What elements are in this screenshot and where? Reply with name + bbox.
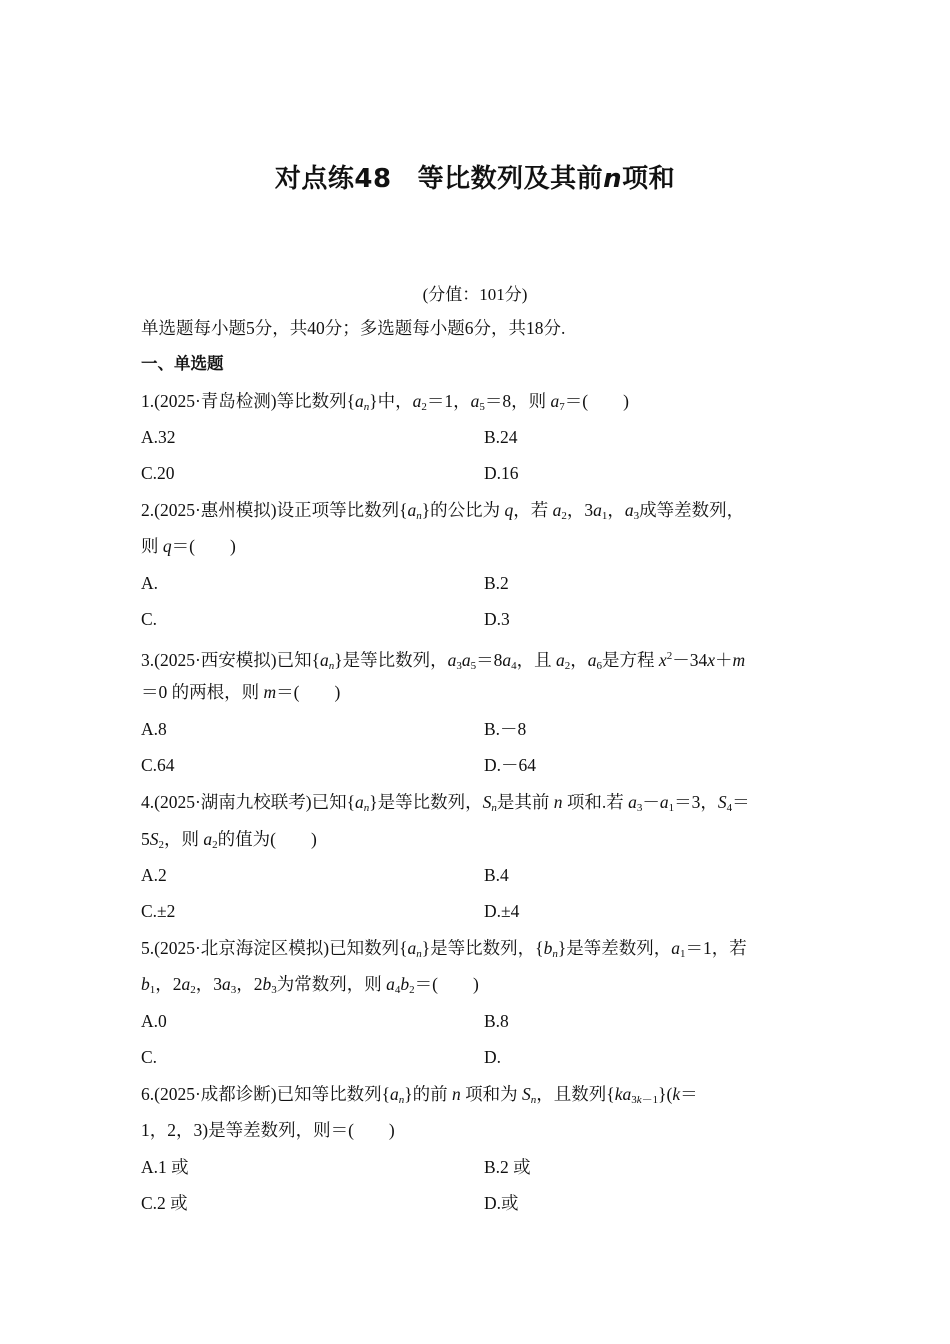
q2-option-a: A. — [141, 573, 159, 593]
question-4-line-2: $5S_2$，则 $a_2$的值为( ) — [141, 829, 317, 851]
q6-option-a: A.1 或 — [141, 1157, 189, 1177]
q3-option-b: B.－8 — [484, 719, 527, 739]
q5-option-b: B.8 — [484, 1011, 509, 1031]
q1-option-d: D.16 — [484, 463, 519, 483]
question-4: 4.(2025·湖南九校联考)已知$\{a_n\}$是等比数列，$S_n$是其前 n 项和.若 $a_3-a_1=3$，$S_4=$ — [141, 792, 750, 814]
title-text: 等比数列及其前 — [417, 164, 604, 194]
scoring-rules: 单选题每小题5分，共40分；多选题每小题6分，共18分. — [141, 318, 566, 338]
question-5-line-2: $b_1$，$2a_2$，$3a_3$，$2b_3$为常数列，则 $a_4b_2=$( ) — [141, 974, 479, 996]
question-2-line-2: 则 q＝( ) — [141, 536, 236, 556]
title-tail: 项和 — [622, 164, 676, 194]
q4-option-a: A.2 — [141, 865, 167, 885]
q6-option-d: D.或 — [484, 1193, 519, 1213]
q6-option-c: C.2 或 — [141, 1193, 188, 1213]
question-2: 2.(2025·惠州模拟)设正项等比数列$\{a_n\}$的公比为 q，若 $a_2$，$3a_1$，$a_3$成等差数列， — [141, 500, 745, 522]
q1-option-c: C.20 — [141, 463, 175, 483]
q2-option-d: D.3 — [484, 609, 510, 629]
q3-option-a: A.8 — [141, 719, 167, 739]
question-5: 5.(2025·北京海淀区模拟)已知数列$\{a_n\}$是等比数列，$\{b_n\}$是等差数列，$a_1=1$，若 — [141, 938, 747, 960]
q5-option-c: C. — [141, 1047, 158, 1067]
title-number: 对点练48 — [274, 164, 392, 194]
q4-option-b: B.4 — [484, 865, 509, 885]
q3-option-d: D.－64 — [484, 755, 537, 775]
q4-option-c: C.±2 — [141, 901, 176, 921]
question-3: 3.(2025·西安模拟)已知$\{a_n\}$是等比数列，$a_3a_5=8a_4$，且 $a_2$，$a_6$是方程 $x^2-34x+m$ — [141, 650, 746, 672]
q2-option-c: C. — [141, 609, 158, 629]
question-1: 1.(2025·青岛检测)等比数列$\{a_n\}$中，$a_2=1$，$a_5=8$，则 $a_7=$( ) — [141, 391, 629, 413]
title-variable: n — [603, 164, 623, 194]
question-6-line-2: 1，2，3)是等差数列，则＝( ) — [141, 1120, 395, 1140]
q3-option-c: C.64 — [141, 755, 175, 775]
q5-option-a: A.0 — [141, 1011, 167, 1031]
q4-option-d: D.±4 — [484, 901, 520, 921]
question-6: 6.(2025·成都诊断)已知等比数列$\{a_n\}$的前 n 项和为 $S_n$，且数列$\{ka_{3k-1}\}(k=$ — [141, 1084, 698, 1106]
section-heading: 一、单选题 — [141, 354, 224, 373]
question-3-line-2: ＝0 的两根，则 m＝( ) — [141, 682, 341, 702]
q1-option-a: A.32 — [141, 427, 176, 447]
page-title — [0, 158, 950, 195]
q1-option-b: B.24 — [484, 427, 518, 447]
score-line: (分值：101分) — [422, 285, 528, 304]
q6-option-b: B.2 或 — [484, 1157, 531, 1177]
q5-option-d: D. — [484, 1047, 502, 1067]
q2-option-b: B.2 — [484, 573, 509, 593]
